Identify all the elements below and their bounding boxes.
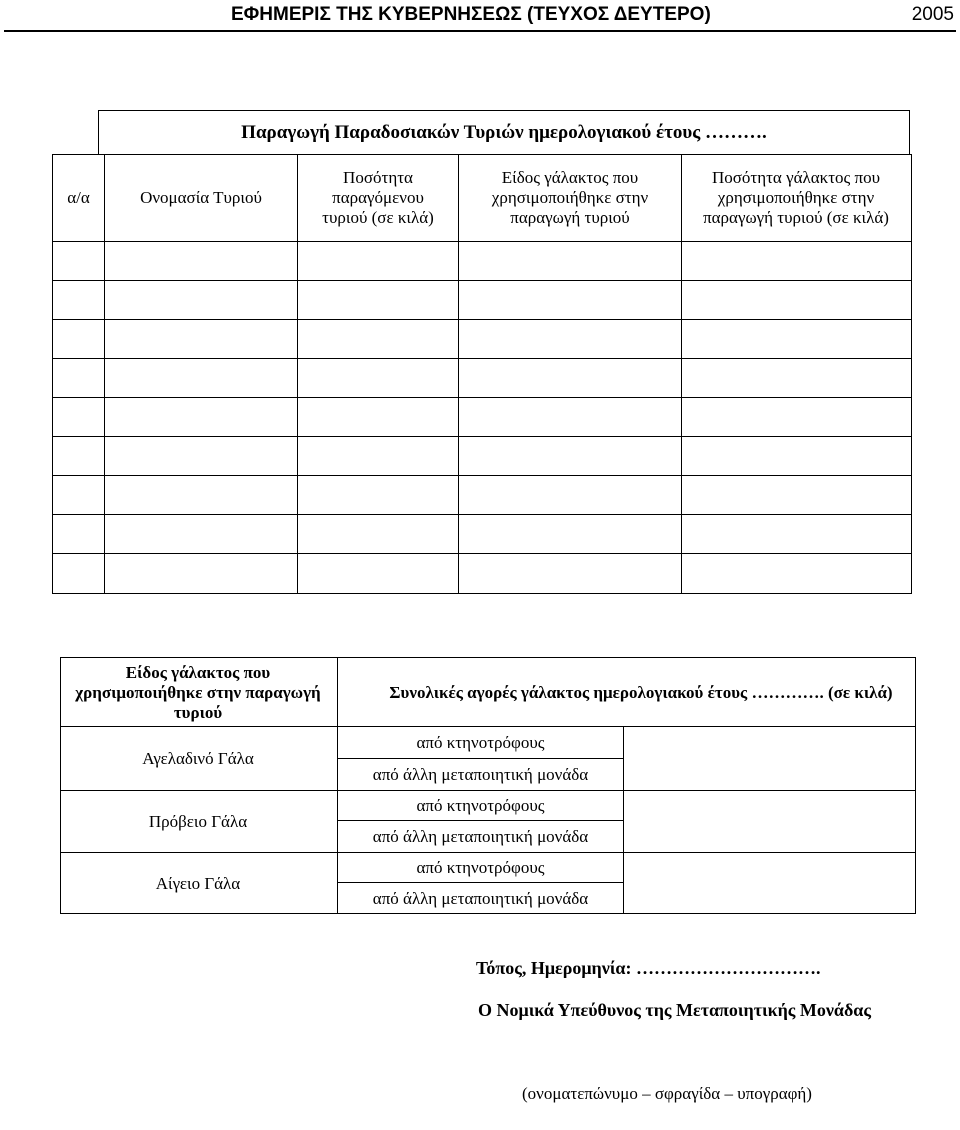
source-farmers-label: από κτηνοτρόφους [416,795,545,815]
place-date-line: Τόπος, Ημερομηνία: …………………………. [476,958,821,978]
production-table-title: Παραγωγή Παραδοσιακών Τυριών ημερολογιακού έτους ………. [241,121,767,143]
source-farmers-label: από κτηνοτρόφους [416,857,545,877]
source-other-unit-label: από άλλη μεταποιητική μονάδα [372,764,589,784]
gazette-title: ΕΦΗΜΕΡΙΣ ΤΗΣ ΚΥΒΕΡΝΗΣΕΩΣ (ΤΕΥΧΟΣ ΔΕΥΤΕΡΟ) [231,4,711,25]
col-header-milk-type: Είδος γάλακτος που χρησιμοποιήθηκε στην παραγωγή τυριού [491,168,649,227]
total-purchases-header: Συνολικές αγορές γάλακτος ημερολογιακού έτους …………. (σε κιλά) [389,682,893,702]
milk-goat-label: Αίγειο Γάλα [155,873,241,893]
milk-sheep-label: Πρόβειο Γάλα [148,811,248,831]
legal-representative: Ο Νομικά Υπεύθυνος της Μεταποιητικής Μονάδας [478,1000,871,1020]
col-header-cheese-quantity: Ποσότητα παραγόμενου τυριού (σε κιλά) [322,168,434,227]
source-farmers-label: από κτηνοτρόφους [416,732,545,752]
gazette-year: 2005 [911,4,954,25]
col-header-cheese-name: Ονομασία Τυριού [140,188,262,207]
milk-cow-label: Αγελαδινό Γάλα [142,748,254,768]
signature-line: (ονοματεπώνυμο – σφραγίδα – υπογραφή) [522,1084,812,1103]
header-rule [4,30,956,32]
col-header-milk-quantity: Ποσότητα γάλακτος που χρησιμοποιήθηκε στην παραγωγή τυριού (σε κιλά) [703,168,889,227]
source-other-unit-label: από άλλη μεταποιητική μονάδα [372,888,589,908]
milk-type-header: Είδος γάλακτος που χρησιμοποιήθηκε στην παραγωγή τυριού [75,663,321,722]
source-other-unit-label: από άλλη μεταποιητική μονάδα [372,826,589,846]
col-header-aa: α/α [67,188,90,207]
